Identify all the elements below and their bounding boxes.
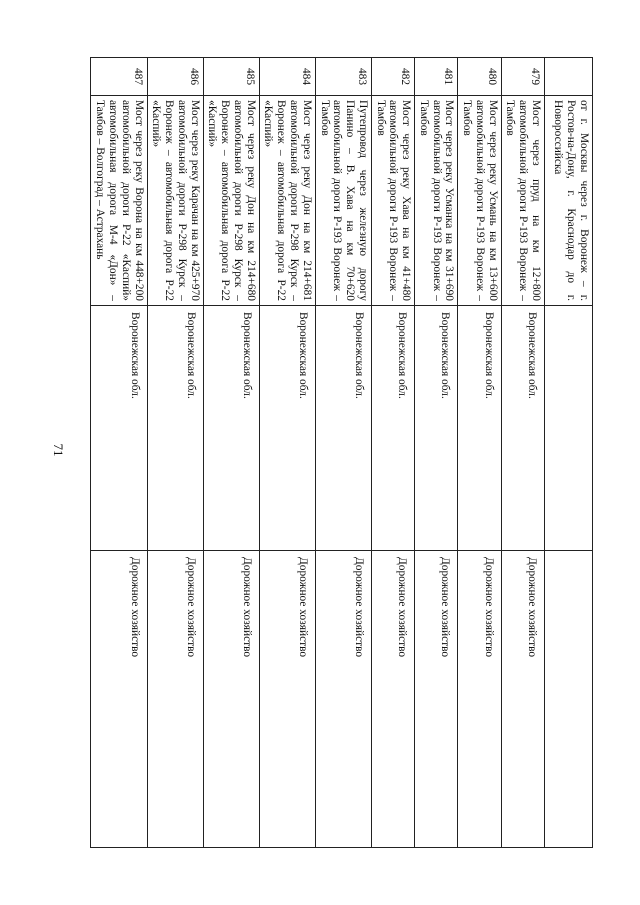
table-cell-owner: Дорожное хозяйство bbox=[203, 551, 259, 848]
table-cell-name: Мост через реку Усманка на км 31+690 автомобильной дороги Р-193 Воронеж – Тамбов bbox=[415, 96, 458, 306]
table-row bbox=[147, 58, 203, 848]
table-cell-number: 485 bbox=[203, 58, 259, 96]
table-cell-number: 486 bbox=[147, 58, 203, 96]
table-cell-number: 479 bbox=[501, 58, 544, 96]
table-cell-owner: Дорожное хозяйство bbox=[147, 551, 203, 848]
objects-table bbox=[91, 57, 594, 848]
table-cell-owner: Дорожное хозяйство bbox=[91, 551, 147, 848]
table-cell-name: Мост через реку Усмань на км 13+600 автомобильной дороги Р-193 Воронеж – Тамбов bbox=[458, 96, 501, 306]
table-cell-owner: Дорожное хозяйство bbox=[315, 551, 371, 848]
table-row bbox=[259, 58, 315, 848]
table-cell-number: 481 bbox=[415, 58, 458, 96]
table-cell-number: 482 bbox=[371, 58, 414, 96]
table-cell-region: Воронежская обл. bbox=[371, 306, 414, 551]
table-cell-region: Воронежская обл. bbox=[147, 306, 203, 551]
table-cell-name: Мост через пруд на км 12+800 автомобильной дороги Р-193 Воронеж – Тамбов bbox=[501, 96, 544, 306]
table-cell-owner: Дорожное хозяйство bbox=[458, 551, 501, 848]
table-cell-name: Мост через реку Хава на км 41+480 автомобильной дороги Р-193 Воронеж – Тамбов bbox=[371, 96, 414, 306]
table-row bbox=[91, 58, 147, 848]
table-row bbox=[203, 58, 259, 848]
table-cell-name: Мост через реку Дон на км 214+681 автомобильной дороги Р-298 Курск – Воронеж – автомобильная дорога Р-22 «Каспий» bbox=[259, 96, 315, 306]
table-cell-name: Мост через реку Дон на км 214+680 автомобильной дороги Р-298 Курск – Воронеж – автомобильная дорога Р-22 «Каспий» bbox=[203, 96, 259, 306]
table-cell-number: 484 bbox=[259, 58, 315, 96]
table-cell-region: Воронежская обл. bbox=[315, 306, 371, 551]
page-number: 71 bbox=[51, 443, 66, 457]
table-row bbox=[415, 58, 458, 848]
table-row bbox=[315, 58, 371, 848]
document-table-wrapper bbox=[94, 57, 593, 847]
table-cell-name: Мост через реку Ворона на км 448+200 автомобильной дороги Р-22 «Каспий» автомобильная дорога М-4 «Дон» – Тамбов – Волгоград – Астрахань bbox=[91, 96, 147, 306]
table-cell-region: Воронежская обл. bbox=[203, 306, 259, 551]
table-cell-name: Мост через реку Карачан на км 425+970 автомобильной дороги Р-298 Курск – Воронеж – автомобильная дорога Р-22 «Каспий» bbox=[147, 96, 203, 306]
table-cell-owner: Дорожное хозяйство bbox=[259, 551, 315, 848]
table-row-continuation bbox=[545, 58, 593, 848]
table-cell-number: 487 bbox=[91, 58, 147, 96]
table-cell-region: Воронежская обл. bbox=[91, 306, 147, 551]
table-cell-region: Воронежская обл. bbox=[458, 306, 501, 551]
table-cell-owner: Дорожное хозяйство bbox=[371, 551, 414, 848]
table-row bbox=[371, 58, 414, 848]
table-cell-owner: Дорожное хозяйство bbox=[415, 551, 458, 848]
table-cell-owner bbox=[545, 551, 593, 848]
table-cell-region: Воронежская обл. bbox=[259, 306, 315, 551]
table-cell-number: 480 bbox=[458, 58, 501, 96]
table-cell-name: Путепровод через железную дорогу Панино – В. Хава на км 70+620 автомобильной дороги Р-193 Воронеж – Тамбов bbox=[315, 96, 371, 306]
table-cell-number bbox=[545, 58, 593, 96]
table-cell-region bbox=[545, 306, 593, 551]
table-cell-owner: Дорожное хозяйство bbox=[501, 551, 544, 848]
table-row bbox=[458, 58, 501, 848]
table-row bbox=[501, 58, 544, 848]
table-cell-number: 483 bbox=[315, 58, 371, 96]
table-cell-region: Воронежская обл. bbox=[415, 306, 458, 551]
table-cell-region: Воронежская обл. bbox=[501, 306, 544, 551]
table-cell-name: от г. Москвы через г. Воронеж – г. Ростов-на-Дону, г. Краснодар до г. Новороссийска bbox=[545, 96, 593, 306]
